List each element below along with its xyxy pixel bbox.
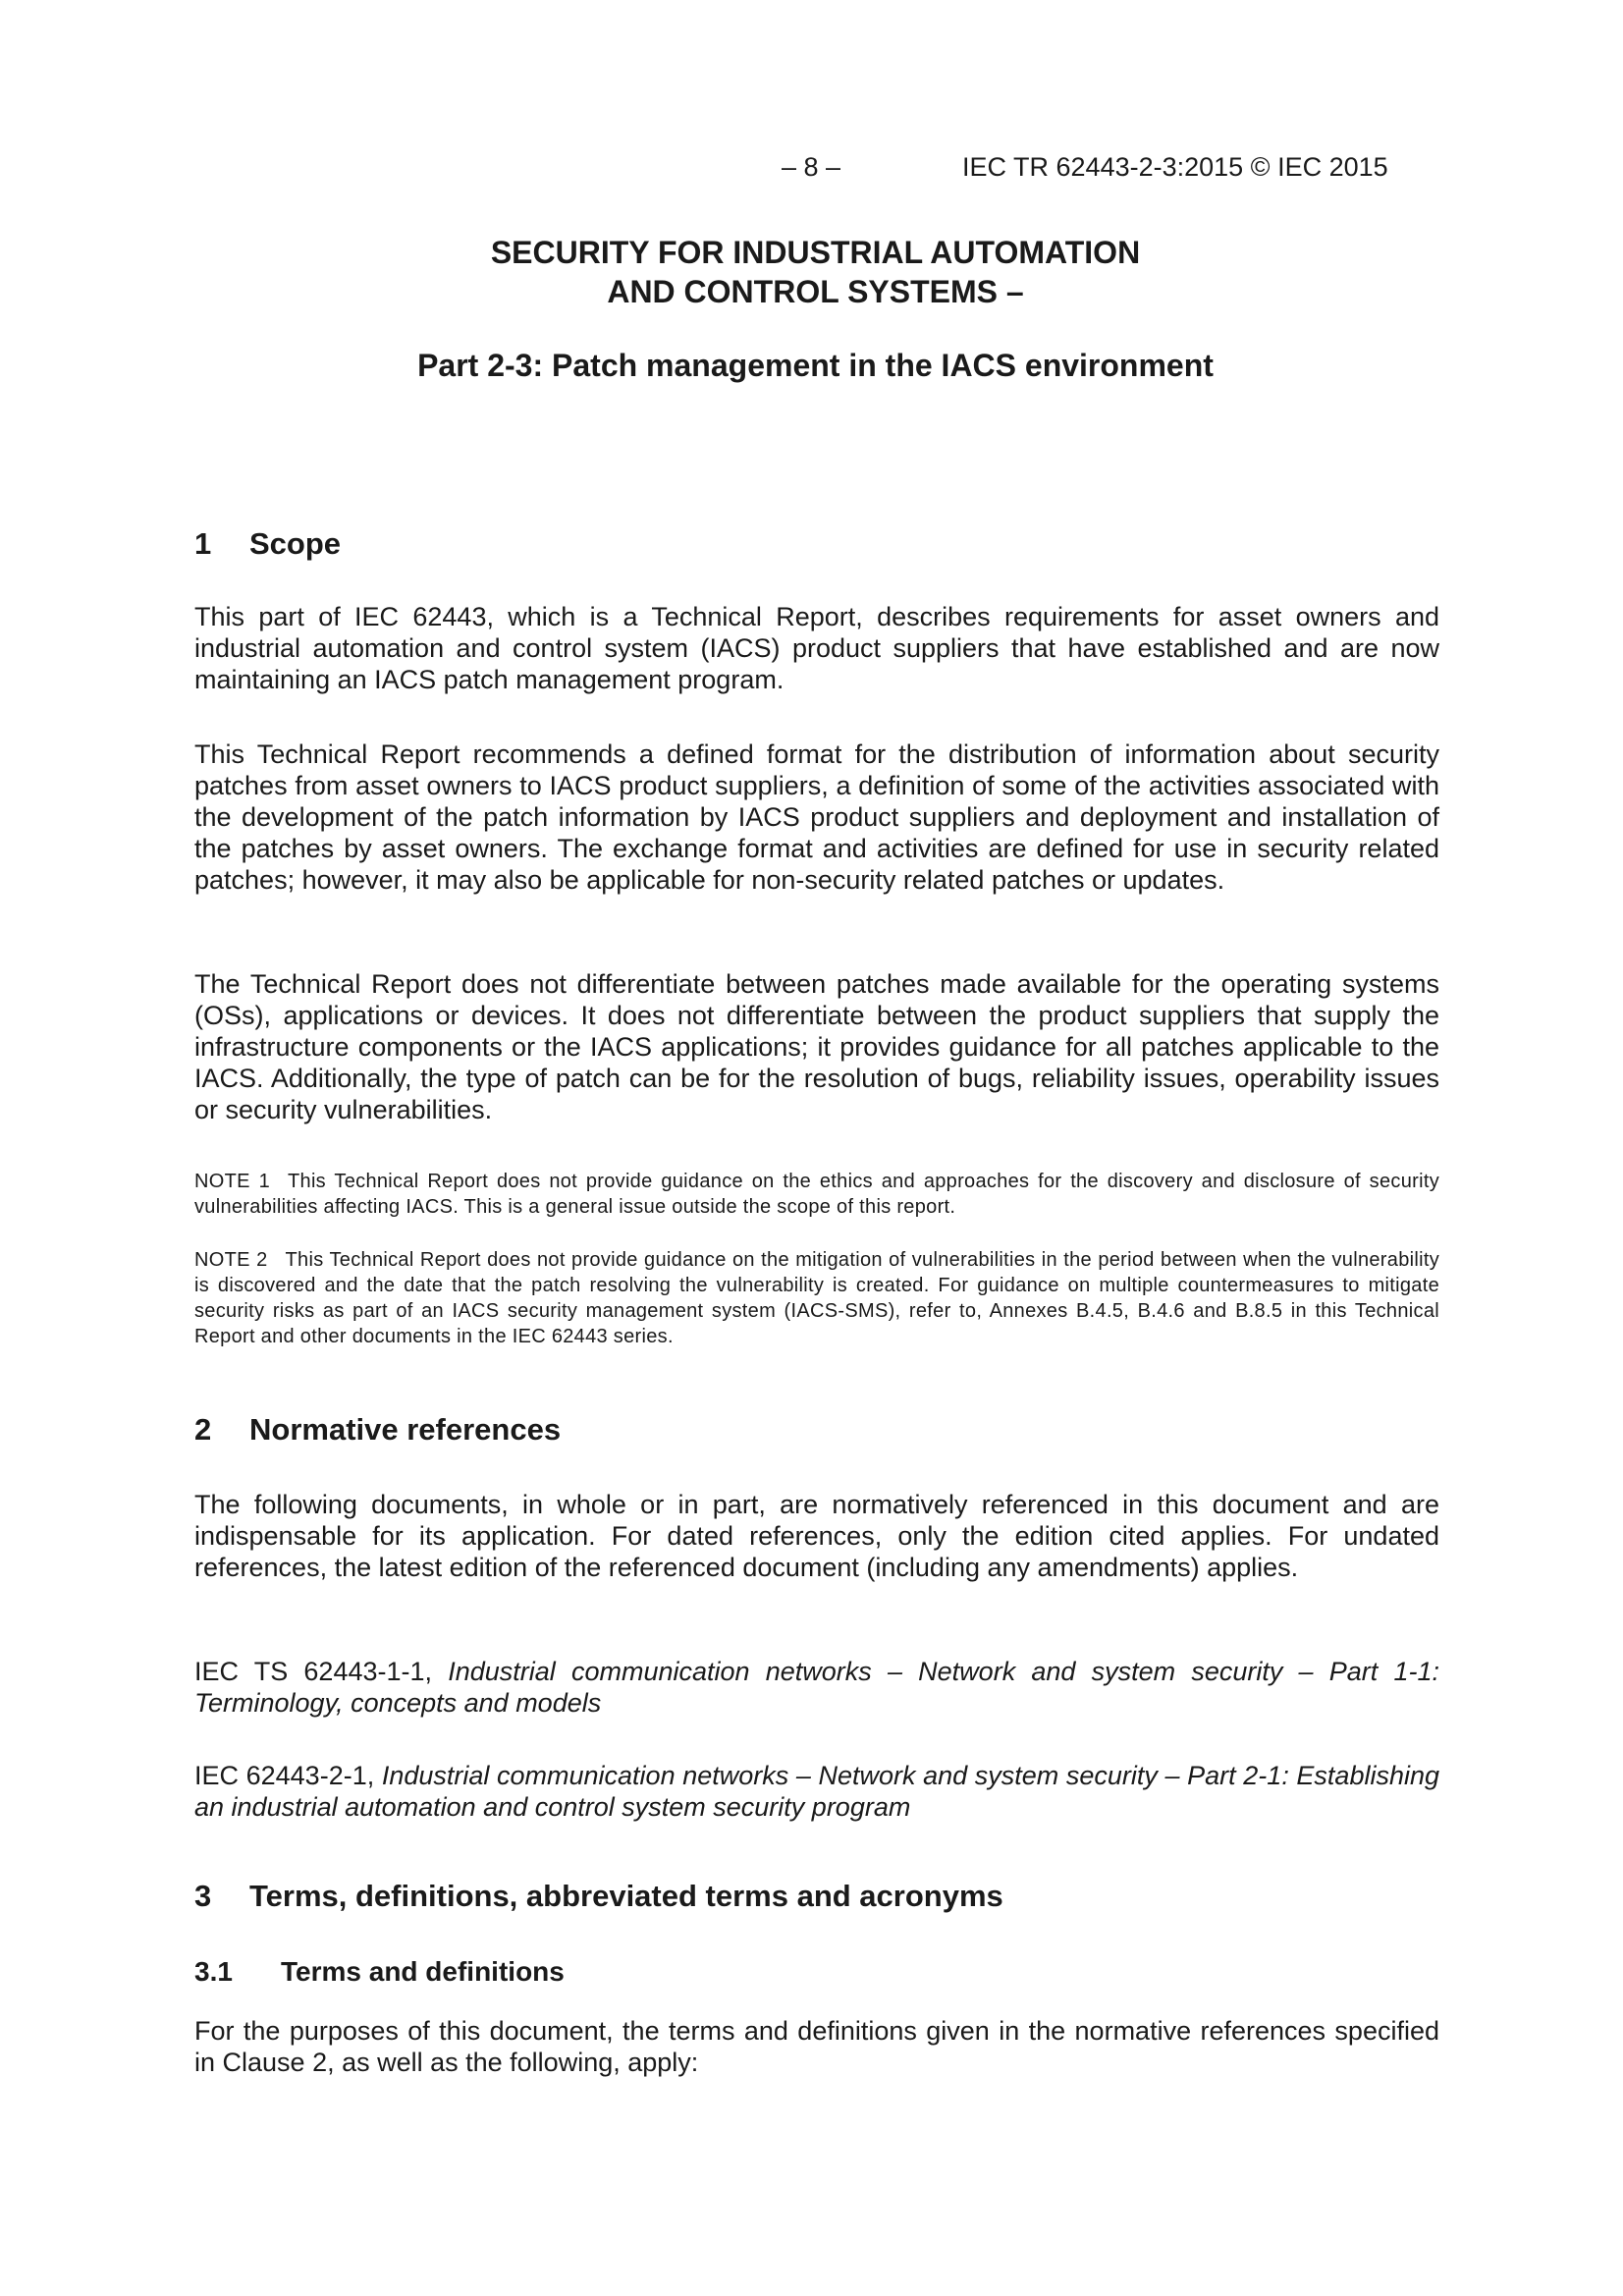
reference-item (194, 1656, 1439, 1719)
note-text: This Technical Report does not provide guidance on the mitigation of vulnerabilities in the period between when the vulnerability is discovered and the date that the patch resolving the vulnerability is created. For guidance on multiple countermeasures to mitigate security risks as part of an IACS security management system (IACS-SMS), refer to, Annexes B.4.5, B.4.6 and B.8.5 in this Technical Report and other documents in the IEC 62443 series. (194, 1249, 1439, 1347)
section-1-paragraph-2 (194, 738, 1439, 896)
section-2-heading (194, 1412, 561, 1448)
note-label: NOTE 2 (194, 1249, 268, 1271)
section-1-heading (194, 526, 341, 562)
subsection-3-1-text (194, 2015, 1439, 2078)
section-2-intro (194, 1489, 1439, 1583)
note-label: NOTE 1 (194, 1171, 270, 1192)
section-number: 3 (194, 1879, 212, 1913)
section-title: Scope (249, 526, 342, 561)
section-1-paragraph-3 (194, 968, 1439, 1125)
title-line-2: AND CONTROL SYSTEMS – (607, 274, 1024, 309)
subsection-title: Terms and definitions (281, 1956, 565, 1987)
note-2 (194, 1247, 1439, 1349)
page-number: – 8 – (782, 152, 841, 182)
section-number: 1 (194, 526, 212, 561)
document-title (0, 233, 1623, 311)
reference-title: Industrial communication networks – Network and system security – Part 1-1: Terminology, concepts and models (194, 1657, 1439, 1718)
note-1 (194, 1169, 1439, 1220)
document-subtitle: Part 2-3: Patch management in the IACS environment (417, 348, 1214, 383)
paragraph: The following documents, in whole or in part, are normatively referenced in this document and are indispensable for its application. For dated references, only the edition cited applies. For undated references, the latest edition of the referenced document (including any amendments) applies. (194, 1490, 1439, 1582)
subsection-3-1-heading (194, 1956, 565, 1988)
title-line-1: SECURITY FOR INDUSTRIAL AUTOMATION (490, 235, 1141, 270)
section-title: Terms, definitions, abbreviated terms and acronyms (249, 1879, 1003, 1913)
section-1-paragraph-1 (194, 601, 1439, 695)
paragraph: For the purposes of this document, the terms and definitions given in the normative references specified in Clause 2, as well as the following, apply: (194, 2016, 1439, 2077)
reference-code: IEC 62443-2-1, (194, 1761, 382, 1790)
reference-title: Industrial communication networks – Network and system security – Part 2-1: Establishing an industrial automation and control system security program (194, 1761, 1440, 1822)
section-title: Normative references (249, 1412, 562, 1447)
note-text: This Technical Report does not provide guidance on the ethics and approaches for the discovery and disclosure of security vulnerabilities affecting IACS. This is a general issue outside the scope of this report. (194, 1171, 1439, 1218)
paragraph: This Technical Report recommends a defined format for the distribution of information about security patches from asset owners to IACS product suppliers, a definition of some of the activities associated with the development of the patch information by IACS product suppliers and deployment and installation of the patches by asset owners. The exchange format and activities are defined for use in security related patches; however, it may also be applicable for non-security related patches or updates. (194, 739, 1439, 895)
reference-code: IEC TS 62443-1-1, (194, 1657, 449, 1686)
document-reference: IEC TR 62443-2-3:2015 © IEC 2015 (962, 152, 1388, 182)
reference-item (194, 1760, 1439, 1823)
subsection-number: 3.1 (194, 1956, 233, 1987)
section-number: 2 (194, 1412, 212, 1447)
paragraph: The Technical Report does not differentiate between patches made available for the operating systems (OSs), applications or devices. It does not differentiate between the product suppliers that supply the infrastructure components or the IACS applications; it provides guidance for all patches applicable to the IACS. Additionally, the type of patch can be for the resolution of bugs, reliability issues, operability issues or security vulnerabilities. (194, 969, 1439, 1124)
section-3-heading (194, 1879, 1003, 1914)
paragraph: This part of IEC 62443, which is a Technical Report, describes requirements for asset owners and industrial automation and control system (IACS) product suppliers that have established and are now maintaining an IACS patch management program. (194, 602, 1439, 694)
